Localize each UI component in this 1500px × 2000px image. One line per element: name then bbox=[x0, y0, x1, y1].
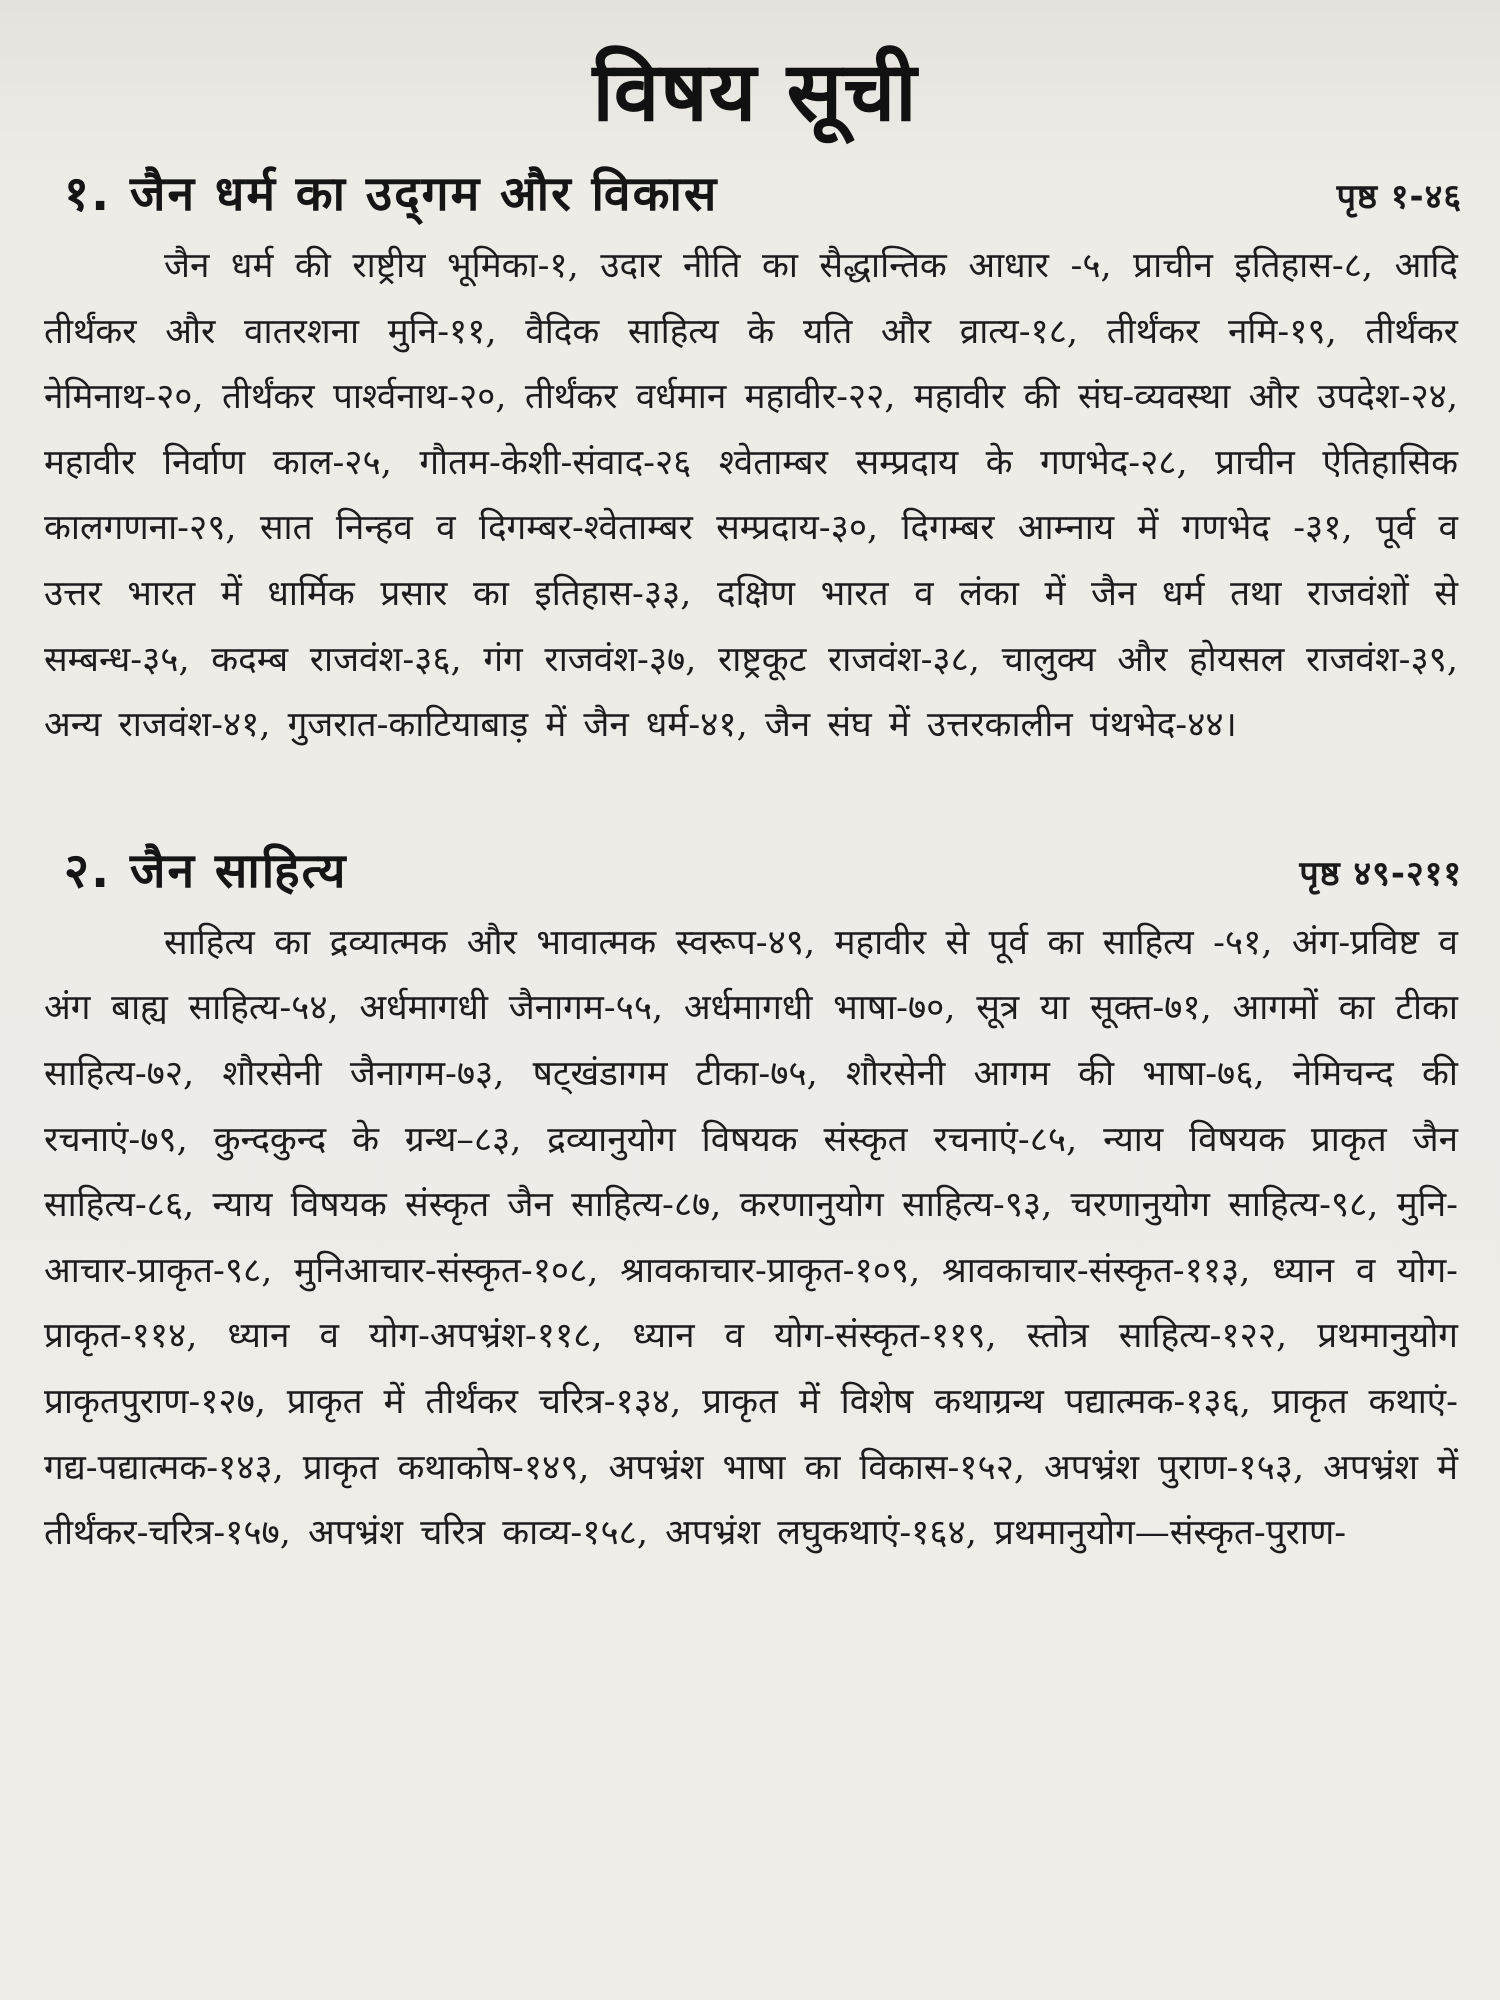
section-header bbox=[44, 831, 1466, 911]
section-header bbox=[44, 154, 1466, 234]
section-contents-text: साहित्य का द्रव्यात्मक और भावात्मक स्वरूप-४९, महावीर से पूर्व का साहित्य -५१, अंग-प्रविष्ट व अंग बाह्य साहित्य-५४, अर्धमागधी जैनागम-५५, अर्धमागधी भाषा-७०, सूत्र या सूक्त-७१, आगमों का टीका साहित्य-७२, शौरसेनी जैनागम-७३, षट्खंडागम टीका-७५, शौरसेनी आगम की भाषा-७६, नेमिचन्द की रचनाएं-७९, कुन्दकुन्द के ग्रन्थ–८३, द्रव्यानुयोग विषयक संस्कृत रचनाएं-८५, न्याय विषयक प्राकृत जैन साहित्य-८६, न्याय विषयक संस्कृत जैन साहित्य-८७, करणानुयोग साहित्य-९३, चरणानुयोग साहित्य-९८, मुनि-आचार-प्राकृत-९८, मुनिआचार-संस्कृत-१०८, श्रावकाचार-प्राकृत-१०९, श्रावकाचार-संस्कृत-११३, ध्यान व योग-प्राकृत-११४, ध्यान व योग-अपभ्रंश-११८, ध्यान व योग-संस्कृत-११९, स्तोत्र साहित्य-१२२, प्रथमानुयोग प्राकृतपुराण-१२७, प्राकृत में तीर्थंकर चरित्र-१३४, प्राकृत में विशेष कथाग्रन्थ पद्यात्मक-१३६, प्राकृत कथाएं-गद्य-पद्यात्मक-१४३, प्राकृत कथाकोष-१४९, अपभ्रंश भाषा का विकास-१५२, अपभ्रंश पुराण-१५३, अपभ्रंश में तीर्थंकर-चरित्र-१५७, अपभ्रंश चरित्र काव्य-१५८, अपभ्रंश लघुकथाएं-१६४, प्रथमानुयोग—संस्कृत-पुराण- bbox=[44, 922, 1458, 1554]
section-heading: २. जैन साहित्य bbox=[64, 842, 348, 899]
section-page-range: पृष्ठ ४९-२११ bbox=[1299, 853, 1462, 894]
toc-section-2 bbox=[44, 831, 1466, 1567]
page-title: विषय सूची bbox=[592, 45, 918, 140]
section-contents bbox=[44, 234, 1466, 759]
section-contents-text: जैन धर्म की राष्ट्रीय भूमिका-१, उदार नीति का सैद्धान्तिक आधार -५, प्राचीन इतिहास-८, आदि तीर्थंकर और वातरशना मुनि-११, वैदिक साहित्य के यति और व्रात्य-१८, तीर्थंकर नमि-१९, तीर्थंकर नेमिनाथ-२०, तीर्थंकर पार्श्वनाथ-२०, तीर्थंकर वर्धमान महावीर-२२, महावीर की संघ-व्यवस्था और उपदेश-२४, महावीर निर्वाण काल-२५, गौतम-केशी-संवाद-२६ श्वेताम्बर सम्प्रदाय के गणभेद-२८, प्राचीन ऐतिहासिक कालगणना-२९, सात निन्हव व दिगम्बर-श्वेताम्बर सम्प्रदाय-३०, दिगम्बर आम्नाय में गणभेद -३१, पूर्व व उत्तर भारत में धार्मिक प्रसार का इतिहास-३३, दक्षिण भारत व लंका में जैन धर्म तथा राजवंशों से सम्बन्ध-३५, कदम्ब राजवंश-३६, गंग राजवंश-३७, राष्ट्रकूट राजवंश-३८, चालुक्य और होयसल राजवंश-३९, अन्य राजवंश-४१, गुजरात-काटियाबाड़ में जैन धर्म-४१, जैन संघ में उत्तरकालीन पंथभेद-४४। bbox=[44, 246, 1458, 746]
section-heading: १. जैन धर्म का उद्‌गम और विकास bbox=[64, 166, 719, 222]
section-contents bbox=[44, 911, 1466, 1567]
toc-section-1 bbox=[44, 154, 1466, 759]
section-page-range: पृष्ठ १-४६ bbox=[1336, 177, 1462, 217]
